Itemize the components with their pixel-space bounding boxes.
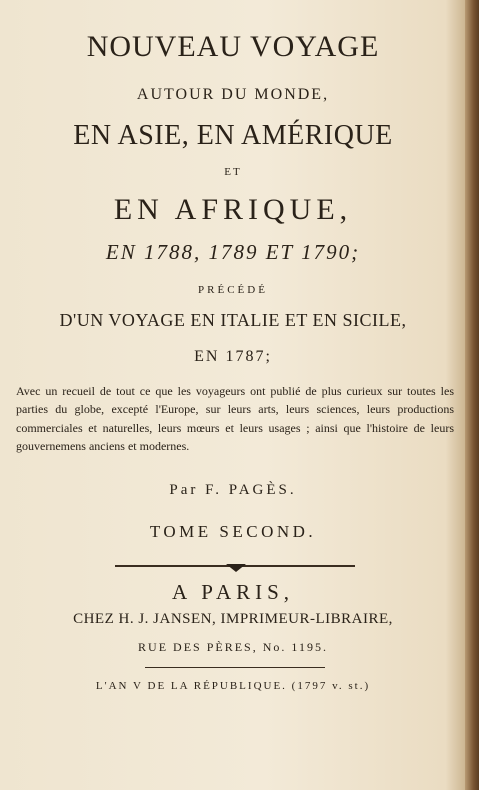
title-years: EN 1788, 1789 ET 1790;	[105, 240, 361, 264]
imprint-address: RUE DES PÈRES, No. 1195.	[138, 640, 328, 654]
title-africa: EN AFRIQUE,	[113, 193, 353, 226]
imprint-city: A PARIS,	[171, 580, 295, 604]
description-paragraph: Avec un recueil de tout ce que les voyageurs ont publié de plus curieux sur toutes les parties du globe, excepté l'Europe, sur leurs arts, leurs sciences, leurs productions commerciales et naturelles, leurs mœurs et leurs usages ; ainsi que l'histoire de leurs gouvernemens anciens et modernes.	[16, 384, 454, 454]
book-spine	[465, 0, 479, 790]
divider-rule	[145, 667, 325, 668]
ornament-icon	[225, 563, 247, 573]
title-regions: EN ASIE, EN AMÉRIQUE	[73, 120, 393, 151]
author-line: Par F. PAGÈS.	[169, 482, 297, 498]
preceded-label: PRÉCÉDÉ	[198, 284, 268, 296]
imprint-publisher: CHEZ H. J. JANSEN, IMPRIMEUR-LIBRAIRE,	[73, 611, 393, 627]
title-conjunction: ET	[224, 166, 242, 178]
voyage-year: EN 1787;	[194, 348, 272, 365]
volume-label: TOME SECOND.	[149, 522, 317, 541]
italy-sicily-voyage: D'UN VOYAGE EN ITALIE ET EN SICILE,	[59, 310, 407, 330]
subtitle-line: AUTOUR DU MONDE,	[136, 86, 330, 103]
imprint-date: L'AN V DE LA RÉPUBLIQUE. (1797 v. st.)	[95, 680, 371, 692]
main-title: NOUVEAU VOYAGE	[86, 30, 380, 63]
